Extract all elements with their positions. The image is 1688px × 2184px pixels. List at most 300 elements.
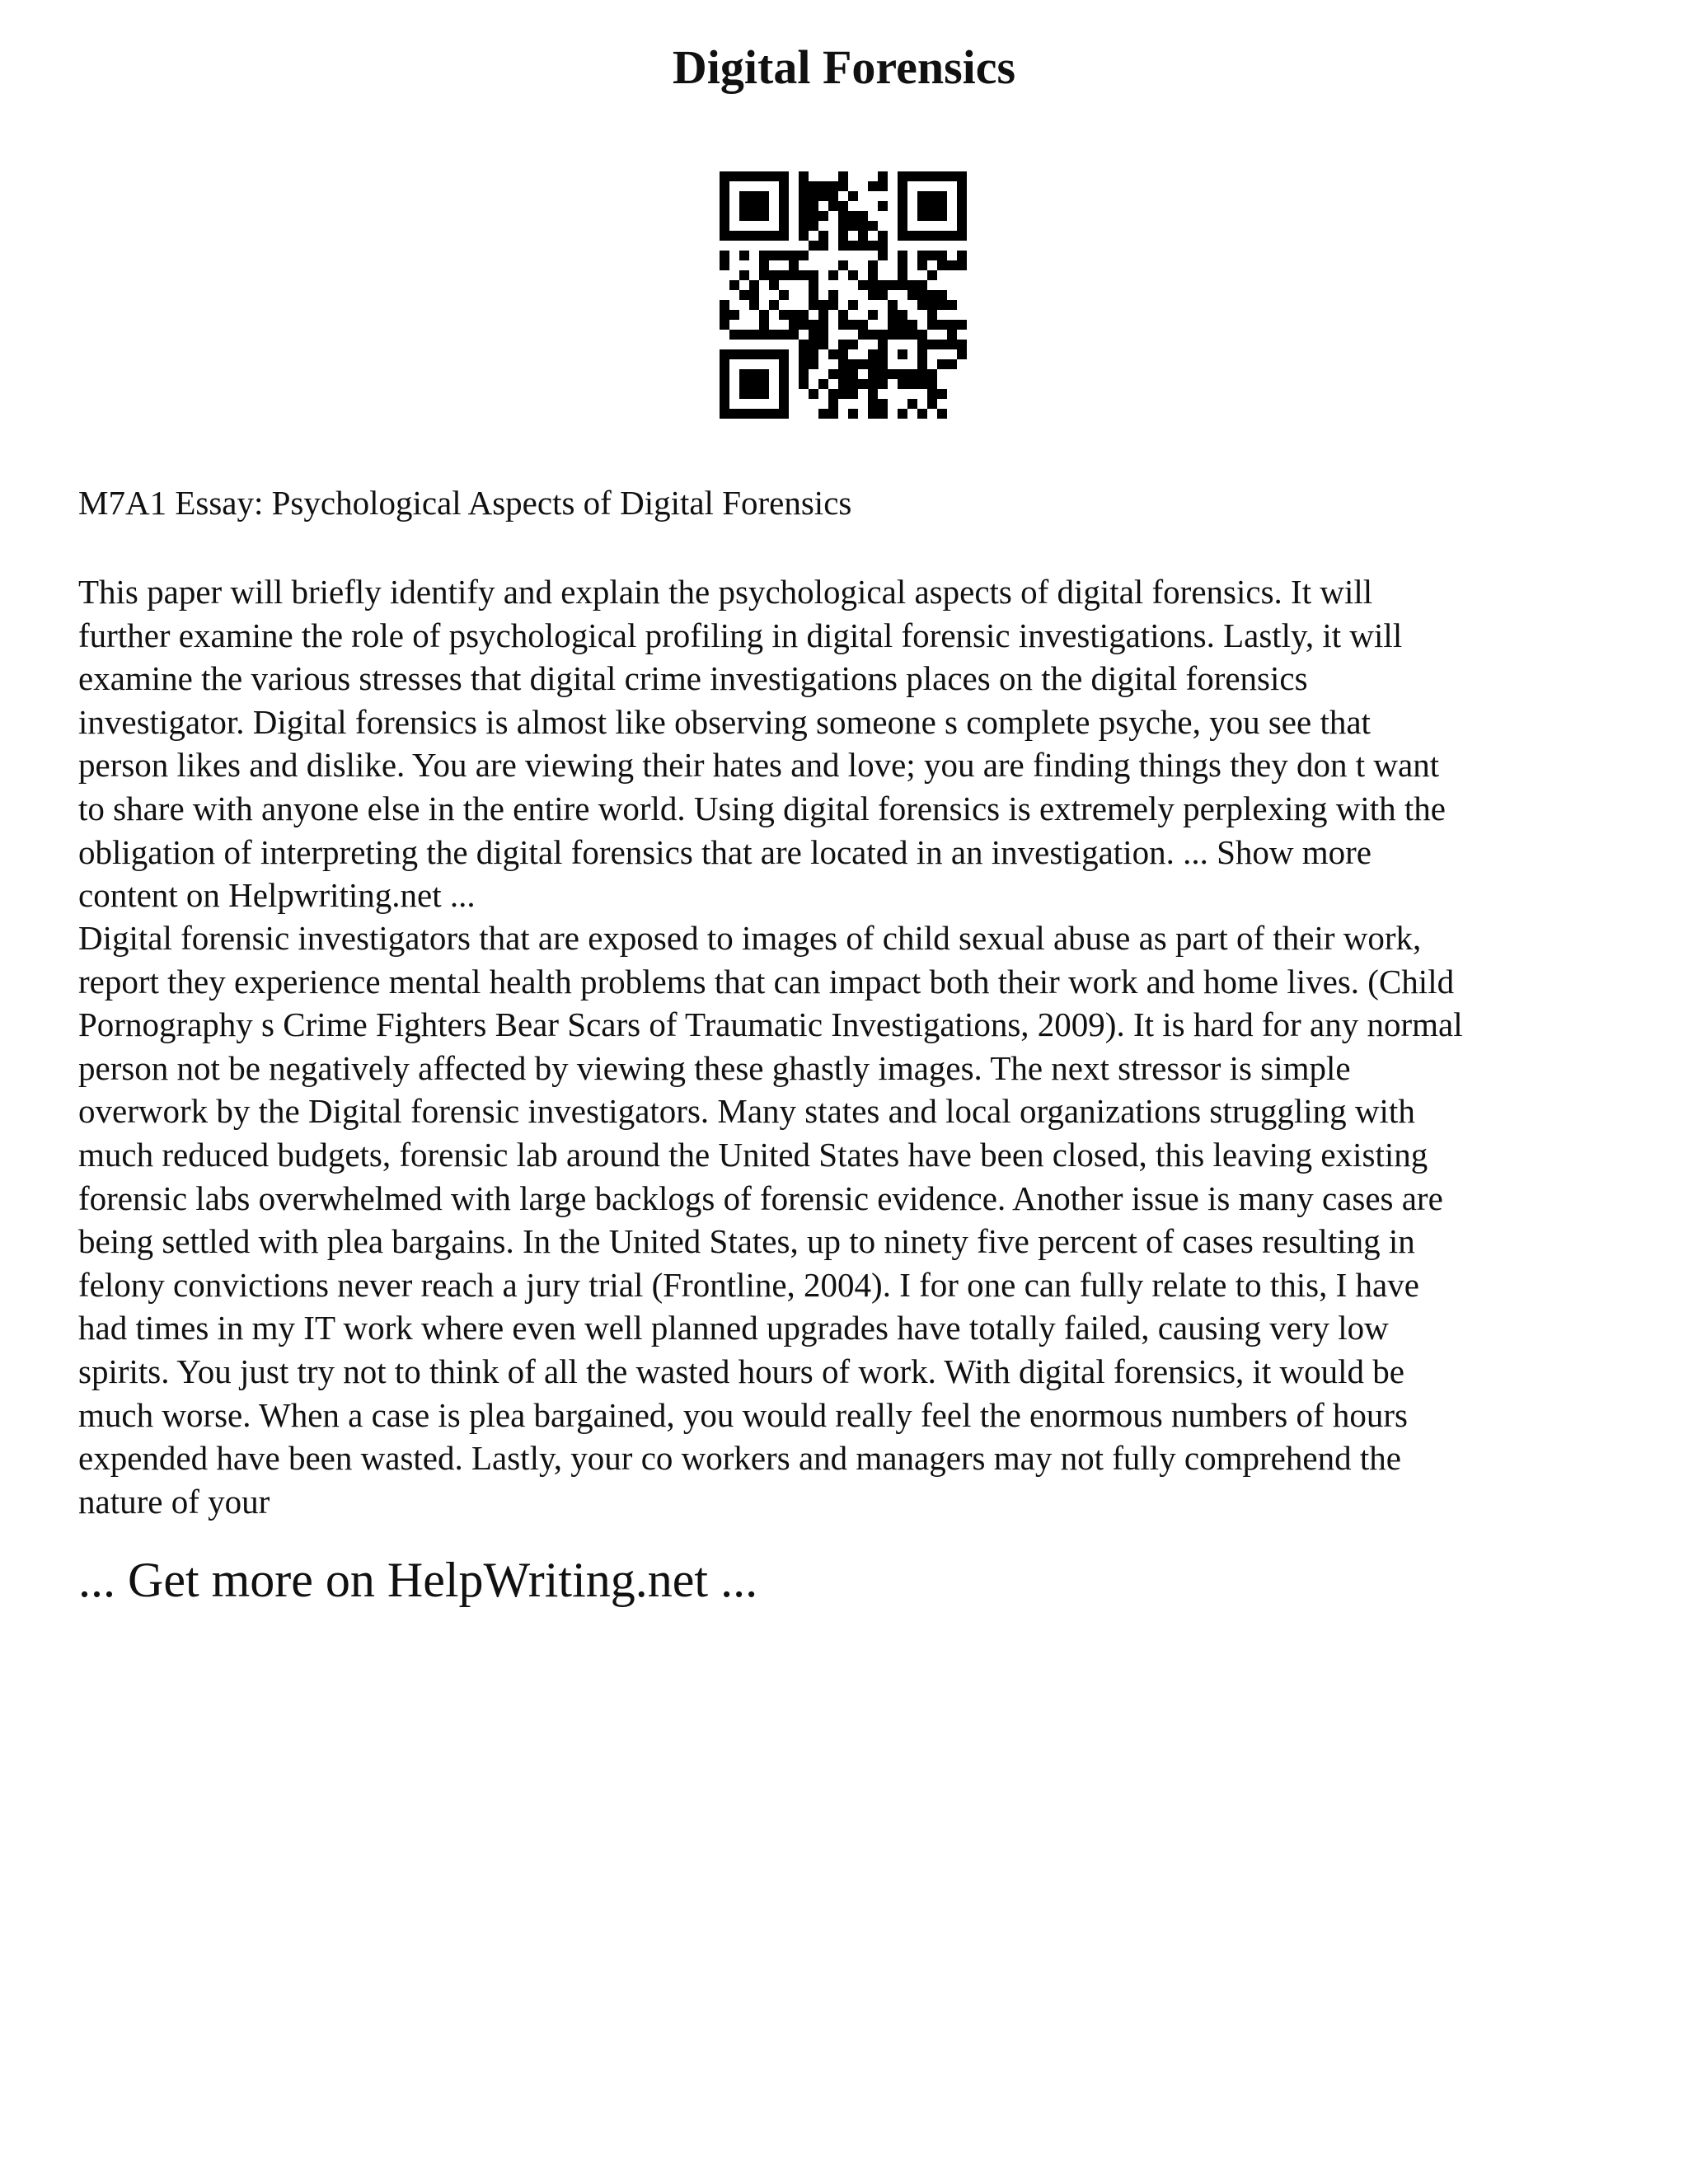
qr-module [868,379,878,389]
qr-module [739,369,749,379]
qr-module [907,280,917,290]
qr-module [898,280,907,290]
qr-module [898,211,907,221]
qr-module [917,231,927,241]
text-line: examine the various stresses that digital crime investigations places on the digital forensics [78,659,1308,698]
text-line: nature of your [78,1482,270,1521]
qr-module [769,349,779,359]
qr-module [789,270,799,280]
qr-module [917,340,927,349]
qr-module [739,379,749,389]
qr-module [828,409,838,419]
qr-module [739,251,749,260]
qr-module [957,221,967,231]
qr-module [818,409,828,419]
text-line: to share with anyone else in the entire world. Using digital forensics is extremely perplexing with the [78,789,1446,827]
qr-module [729,231,739,241]
qr-module [799,171,809,181]
qr-module [878,330,888,340]
qr-module [739,201,749,211]
qr-module [878,181,888,191]
qr-module [838,211,848,221]
qr-module [858,359,868,369]
qr-module [818,211,828,221]
qr-module [838,379,848,389]
qr-module [848,340,858,349]
qr-module [828,191,838,201]
qr-module [878,349,888,359]
qr-module [937,171,947,181]
qr-module [779,310,789,320]
qr-module [868,359,878,369]
qr-module [789,310,799,320]
qr-module [809,270,818,280]
qr-module [809,201,818,211]
qr-module [799,191,809,201]
qr-module [759,270,769,280]
qr-module [898,231,907,241]
qr-module [759,251,769,260]
qr-module [799,359,809,369]
qr-module [957,251,967,260]
qr-module [720,320,729,330]
text-line: felony convictions never reach a jury trial (Frontline, 2004). I for one can fully relate to this, I have [78,1265,1419,1304]
qr-module [878,399,888,409]
qr-module [888,300,898,310]
qr-module [947,300,957,310]
qr-module [749,280,759,290]
qr-module [868,330,878,340]
qr-module [947,330,957,340]
qr-module [789,320,799,330]
qr-module [917,409,927,419]
qr-module [898,379,907,389]
qr-module [828,369,838,379]
qr-module [868,409,878,419]
qr-module [809,349,818,359]
qr-module [917,260,927,270]
qr-module [779,181,789,191]
qr-module [947,231,957,241]
text-line: investigator. Digital forensics is almost like observing someone s complete psyche, you see that [78,702,1371,741]
qr-module [868,260,878,270]
qr-module [749,330,759,340]
qr-module [858,320,868,330]
qr-module [799,320,809,330]
text-line: This paper will briefly identify and explain the psychological aspects of digital forensics. It will [78,573,1373,611]
qr-module [749,349,759,359]
qr-module [729,171,739,181]
qr-module [917,359,927,369]
qr-module [779,290,789,300]
qr-module [759,369,769,379]
qr-module [888,330,898,340]
qr-module [828,389,838,399]
qr-module [898,191,907,201]
qr-module [937,290,947,300]
qr-module [937,300,947,310]
qr-module [927,231,937,241]
qr-module [848,221,858,231]
qr-module [720,399,729,409]
qr-module [878,280,888,290]
qr-module [809,241,818,251]
qr-module [917,211,927,221]
qr-module [809,280,818,290]
qr-module [858,221,868,231]
qr-module [838,221,848,231]
paragraph-body [78,916,1628,1523]
qr-module [868,270,878,280]
qr-module [828,201,838,211]
qr-module [907,369,917,379]
qr-module [858,280,868,290]
text-line: Pornography s Crime Fighters Bear Scars of Traumatic Investigations, 2009). It is hard for any normal [78,1005,1463,1044]
qr-module [779,171,789,181]
qr-module [868,181,878,191]
qr-module [957,191,967,201]
qr-module [937,340,947,349]
qr-module [868,310,878,320]
qr-module [789,330,799,340]
qr-module [898,349,907,359]
qr-module [957,231,967,241]
qr-module [878,290,888,300]
qr-module [878,201,888,211]
qr-module [898,310,907,320]
qr-module [720,171,729,181]
qr-module [927,211,937,221]
qr-module [878,231,888,241]
qr-module [769,280,779,290]
qr-module [868,290,878,300]
qr-module [848,270,858,280]
qr-module [818,340,828,349]
qr-module [759,349,769,359]
qr-module [927,310,937,320]
qr-module [809,340,818,349]
qr-module [739,409,749,419]
qr-module [779,330,789,340]
text-line: much worse. When a case is plea bargained, you would really feel the enormous numbers of hours [78,1395,1408,1434]
qr-module [927,290,937,300]
qr-module [878,369,888,379]
qr-module [759,231,769,241]
text-line: expended have been wasted. Lastly, your co workers and managers may not fully comprehend the [78,1439,1401,1478]
qr-module [809,211,818,221]
qr-module [818,379,828,389]
qr-module [759,409,769,419]
qr-module [917,349,927,359]
get-more-link[interactable]: ... Get more on HelpWriting.net ... [78,1553,758,1607]
qr-module [957,211,967,221]
qr-module [720,211,729,221]
qr-module [898,409,907,419]
qr-module [789,251,799,260]
qr-module [937,201,947,211]
qr-module [729,349,739,359]
qr-module [739,290,749,300]
qr-module [917,191,927,201]
qr-module [749,171,759,181]
qr-module [868,399,878,409]
qr-module [739,330,749,340]
qr-module [858,379,868,389]
qr-module [828,349,838,359]
text-line: being settled with plea bargains. In the United States, up to ninety five percent of cases resulting in [78,1222,1415,1261]
qr-module [927,389,937,399]
qr-module [927,379,937,389]
text-line: person not be negatively affected by viewing these ghastly images. The next stressor is simple [78,1048,1351,1087]
qr-module [858,330,868,340]
qr-module [907,171,917,181]
qr-module [809,191,818,201]
qr-module [957,320,967,330]
qr-module [907,320,917,330]
qr-module [957,171,967,181]
qr-module [947,320,957,330]
qr-module [749,300,759,310]
qr-module [878,171,888,181]
qr-module [769,251,779,260]
qr-module [937,320,947,330]
qr-module [868,349,878,359]
qr-module [720,221,729,231]
qr-module [838,359,848,369]
qr-module [759,389,769,399]
qr-module [838,310,848,320]
qr-module [898,260,907,270]
text-line: content on Helpwriting.net ... [78,876,476,915]
qr-module [799,211,809,221]
qr-module [947,340,957,349]
qr-module [759,310,769,320]
qr-module [729,330,739,340]
qr-module [759,171,769,181]
text-line: report they experience mental health problems that can impact both their work and home lives. (Child [78,962,1455,1001]
qr-module [917,280,927,290]
qr-module [779,389,789,399]
qr-module [927,191,937,201]
qr-module [720,409,729,419]
essay-heading: M7A1 Essay: Psychological Aspects of Digital Forensics [78,484,852,522]
qr-module [779,191,789,201]
qr-module [888,310,898,320]
qr-module [848,191,858,201]
qr-module [927,300,937,310]
text-line: Digital forensic investigators that are exposed to images of child sexual abuse as part of their work, [78,919,1422,957]
qr-module [818,310,828,320]
qr-module [720,349,729,359]
qr-module [739,270,749,280]
qr-module [809,221,818,231]
qr-module [838,389,848,399]
qr-module [898,330,907,340]
qr-module [809,320,818,330]
qr-module [779,379,789,389]
qr-module [779,359,789,369]
qr-module [818,320,828,330]
qr-module [779,201,789,211]
qr-module [720,251,729,260]
qr-module [828,290,838,300]
qr-module [898,320,907,330]
qr-module [749,191,759,201]
qr-module [937,231,947,241]
qr-module [759,201,769,211]
qr-module [917,251,927,260]
qr-module [769,231,779,241]
qr-module [927,369,937,379]
qr-code-image[interactable] [720,171,967,419]
qr-module [937,251,947,260]
qr-module [739,211,749,221]
qr-module [937,359,947,369]
qr-module [769,270,779,280]
document-title: Digital Forensics [672,40,1016,94]
qr-module [779,369,789,379]
qr-module [739,349,749,359]
text-line: obligation of interpreting the digital forensics that are located in an investigation. ... Show more [78,832,1372,871]
qr-module [947,260,957,270]
qr-module [957,201,967,211]
qr-module [898,171,907,181]
qr-module [779,211,789,221]
qr-module [769,409,779,419]
qr-module [828,181,838,191]
qr-module [838,260,848,270]
qr-module [799,369,809,379]
qr-module [779,399,789,409]
qr-module [818,300,828,310]
qr-module [739,191,749,201]
qr-module [947,171,957,181]
qr-module [828,399,838,409]
qr-module [779,251,789,260]
text-line: person likes and dislike. You are viewing their hates and love; you are finding things they don t want [78,746,1440,785]
qr-module [749,211,759,221]
qr-module [848,211,858,221]
qr-module [868,280,878,290]
qr-module [917,290,927,300]
qr-module [799,251,809,260]
qr-module [917,369,927,379]
qr-module [838,349,848,359]
qr-module [749,231,759,241]
qr-module [759,211,769,221]
qr-module [799,231,809,241]
qr-module [917,379,927,389]
qr-module [739,389,749,399]
qr-module [937,260,947,270]
qr-module [729,280,739,290]
qr-module [769,330,779,340]
qr-module [838,320,848,330]
qr-module [848,389,858,399]
qr-module [858,231,868,241]
qr-module [848,409,858,419]
qr-module [749,409,759,419]
qr-module [720,310,729,320]
qr-module [769,300,779,310]
qr-module [907,379,917,389]
qr-module [848,379,858,389]
qr-module [809,181,818,191]
qr-module [878,251,888,260]
qr-module [927,320,937,330]
qr-module [917,300,927,310]
qr-module [848,359,858,369]
qr-module [759,320,769,330]
qr-module [759,260,769,270]
qr-module [759,191,769,201]
qr-module [907,231,917,241]
qr-module [898,369,907,379]
qr-module [779,270,789,280]
qr-module [818,241,828,251]
qr-module [868,241,878,251]
qr-module [818,330,828,340]
text-line: overwork by the Digital forensic investigators. Many states and local organizations struggling with [78,1092,1415,1131]
qr-module [749,290,759,300]
qr-module [720,359,729,369]
qr-module [868,221,878,231]
qr-module [927,270,937,280]
qr-module [749,201,759,211]
qr-module [789,260,799,270]
qr-module [927,340,937,349]
qr-module [779,221,789,231]
qr-module [799,379,809,389]
qr-module [749,379,759,389]
text-line: further examine the role of psychological profiling in digital forensic investigations. Lastly, it will [78,616,1403,654]
qr-module [868,389,878,399]
qr-module [878,340,888,349]
qr-module [759,379,769,389]
qr-module [878,241,888,251]
qr-module [739,231,749,241]
qr-module [858,211,868,221]
qr-module [927,399,937,409]
qr-module [907,290,917,300]
qr-module [898,221,907,231]
qr-module [937,191,947,201]
qr-module [907,399,917,409]
qr-module [957,349,967,359]
qr-module [809,330,818,340]
qr-module [848,300,858,310]
text-line: had times in my IT work where even well planned upgrades have totally failed, causing very low [78,1309,1389,1347]
qr-module [809,300,818,310]
qr-module [937,389,947,399]
qr-module [818,191,828,201]
qr-module [957,260,967,270]
qr-module [838,231,848,241]
qr-module [799,310,809,320]
qr-module [818,181,828,191]
qr-module [838,340,848,349]
qr-module [838,201,848,211]
qr-module [720,201,729,211]
qr-module [720,300,729,310]
qr-module [809,359,818,369]
qr-module [799,349,809,359]
qr-module [838,369,848,379]
qr-module [799,270,809,280]
qr-module [937,211,947,221]
qr-module [749,389,759,399]
qr-module [927,171,937,181]
